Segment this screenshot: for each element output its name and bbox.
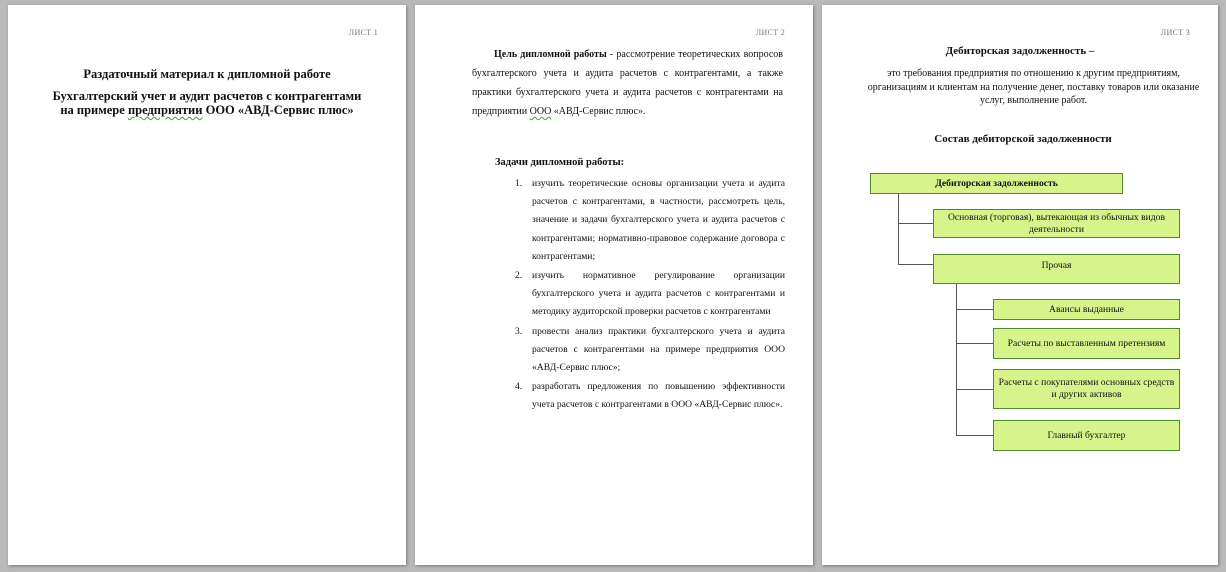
thesis-goal-paragraph xyxy=(472,45,783,121)
tasks-heading: Задачи дипломной работы: xyxy=(495,157,625,168)
diagram-node-other: Прочая xyxy=(933,254,1180,284)
tasks-list xyxy=(515,175,785,416)
goal-text: «АВД-Сервис плюс». xyxy=(551,106,646,117)
diagram-subnode: Расчеты с покупателями основных средств и других активов xyxy=(993,369,1180,409)
spellcheck-word: предприятии xyxy=(127,103,203,117)
connector-line xyxy=(898,264,934,265)
diagram-subnode: Авансы выданные xyxy=(993,299,1180,320)
list-text: изучить нормативное регулирование организации бухгалтерского учета и аудита расчетов с контрагентами и методику аудиторской проверки расчетов с контрагентами xyxy=(532,270,785,318)
handout-title: Раздаточный материал к дипломной работе xyxy=(83,67,331,81)
sheet-number: ЛИСТ 1 xyxy=(348,28,378,37)
list-text: разработать предложения по повышению эффективности учета расчетов с контрагентами в ООО «АВД-Сервис плюс». xyxy=(532,381,785,411)
document-page-1 xyxy=(8,5,406,565)
goal-label: Цель дипломной работы xyxy=(494,49,607,60)
diagram-node-main: Основная (торговая), вытекающая из обычных видов деятельности xyxy=(933,209,1180,238)
list-text: провести анализ практики бухгалтерского учета и аудита расчетов с контрагентами на примере предприятия ООО «АВД-Сервис плюс»; xyxy=(532,325,785,374)
connector-line xyxy=(898,194,899,264)
connector-line xyxy=(956,343,993,344)
connector-line xyxy=(898,223,934,224)
sheet-number: ЛИСТ 3 xyxy=(1160,28,1190,37)
list-item xyxy=(515,378,785,414)
list-item xyxy=(515,267,785,322)
connector-line xyxy=(956,284,957,436)
list-text: изучить теоретические основы организации учета и аудита расчетов с контрагентами, в частности, рассмотреть цель, значение и задачи бухгалтерского учета и аудита расчетов с контрагентами; нормативно-правовое содержание договора с контрагентами; xyxy=(532,178,785,262)
connector-line xyxy=(956,435,993,436)
document-page-2 xyxy=(415,5,813,565)
spellcheck-word: ООО xyxy=(529,106,552,117)
diagram-subnode: Главный бухгалтер xyxy=(993,420,1180,451)
thesis-topic xyxy=(28,89,386,117)
list-number: 3. xyxy=(515,325,523,337)
topic-text: ООО «АВД-Сервис плюс» xyxy=(202,103,354,117)
connector-line xyxy=(956,309,993,310)
definition-text: это требования предприятия по отношению к другим предприятиям, организациям и клиентам на получение денег, поставку товаров или оказание услуг, выполнение работ. xyxy=(867,68,1200,106)
document-page-3 xyxy=(822,5,1218,565)
list-number: 4. xyxy=(515,381,523,393)
connector-line xyxy=(956,389,993,390)
structure-heading: Состав дебиторской задолженности xyxy=(934,133,1112,145)
list-number: 1. xyxy=(515,178,523,189)
topic-text: на примере xyxy=(60,103,128,117)
list-item xyxy=(515,175,785,266)
diagram-subnode: Расчеты по выставленным претензиям xyxy=(993,328,1180,359)
definition-heading: Дебиторская задолженность – xyxy=(945,45,1095,57)
list-item xyxy=(515,323,785,378)
list-number: 2. xyxy=(515,270,523,282)
topic-line-1: Бухгалтерский учет и аудит расчетов с контрагентами xyxy=(52,89,362,103)
diagram-root-node: Дебиторская задолженность xyxy=(870,173,1123,194)
sheet-number: ЛИСТ 2 xyxy=(755,28,785,37)
topic-line-2 xyxy=(28,103,386,117)
goal-text: - рассмотрение теоретических вопросов бухгалтерского учета и аудита расчетов с контрагентами, а также практики бухгалтерского учета и аудита расчетов с контрагентами на предприятии xyxy=(472,49,783,117)
